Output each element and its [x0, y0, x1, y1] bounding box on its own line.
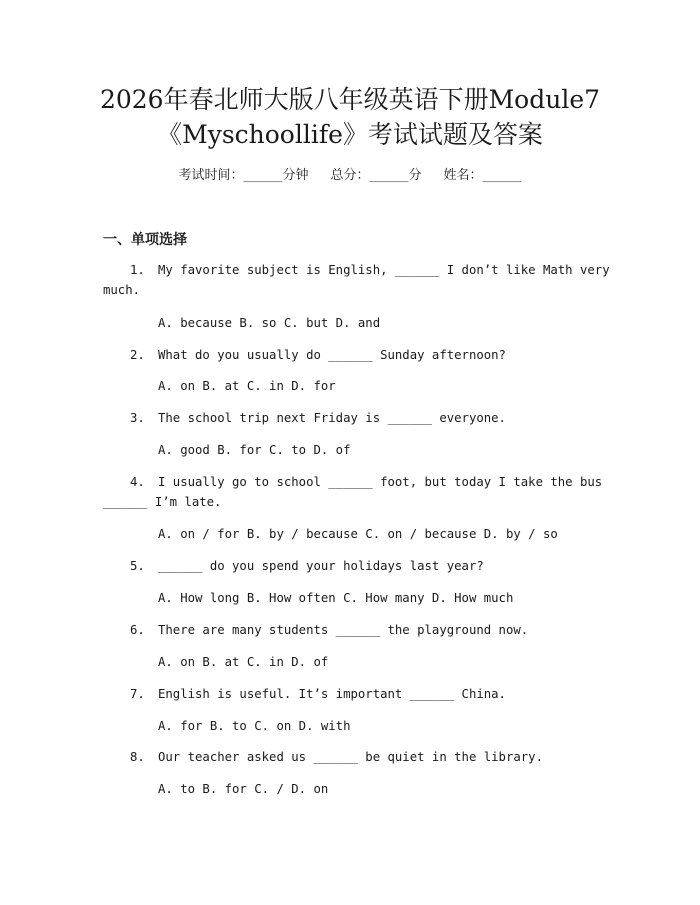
question-options: A. to B. for C. / D. on: [158, 782, 329, 796]
question-options: A. on / for B. by / because C. on / because D. by / so: [158, 527, 558, 541]
question-options: A. on B. at C. in D. of: [158, 655, 329, 669]
question-stem: What do you usually do ______ Sunday afternoon?: [158, 348, 506, 362]
question-stem: The school trip next Friday is ______ everyone.: [158, 411, 506, 425]
question-options: A. because B. so C. but D. and: [158, 316, 381, 330]
question-number: 5.: [130, 559, 145, 573]
question-number: 3.: [130, 411, 145, 425]
question-stem-continued: much.: [103, 283, 141, 297]
exam-time-field: 考试时间：______分钟: [178, 168, 309, 183]
section-heading: 一、单项选择: [103, 232, 187, 248]
question-number: 2.: [130, 348, 145, 362]
question-stem: Our teacher asked us ______ be quiet in the library.: [158, 750, 543, 764]
question-number: 8.: [130, 750, 145, 764]
question-stem: There are many students ______ the playground now.: [158, 623, 529, 637]
question-number: 1.: [130, 263, 145, 277]
question-stem: My favorite subject is English, ______ I don’t like Math very: [158, 263, 610, 277]
question-number: 7.: [130, 687, 145, 701]
exam-meta-row: [0, 166, 700, 186]
exam-title-line-2: 《Myschoollife》考试试题及答案: [157, 120, 543, 149]
question-number: 6.: [130, 623, 145, 637]
question-options: A. How long B. How often C. How many D. How much: [158, 591, 514, 605]
question-stem: English is useful. It’s important ______ China.: [158, 687, 506, 701]
exam-title-line-1: 2026年春北师大版八年级英语下册Module7: [99, 85, 601, 114]
question-options: A. on B. at C. in D. for: [158, 379, 336, 393]
total-score-field: 总分：______分: [330, 168, 422, 183]
question-number: 4.: [130, 475, 145, 489]
question-options: A. good B. for C. to D. of: [158, 443, 351, 457]
question-stem: ______ do you spend your holidays last year?: [158, 559, 484, 573]
question-stem-continued: ______ I’m late.: [103, 495, 222, 509]
student-name-field: 姓名：______: [443, 168, 522, 183]
question-stem: I usually go to school ______ foot, but today I take the bus: [158, 475, 603, 489]
question-options: A. for B. to C. on D. with: [158, 719, 351, 733]
